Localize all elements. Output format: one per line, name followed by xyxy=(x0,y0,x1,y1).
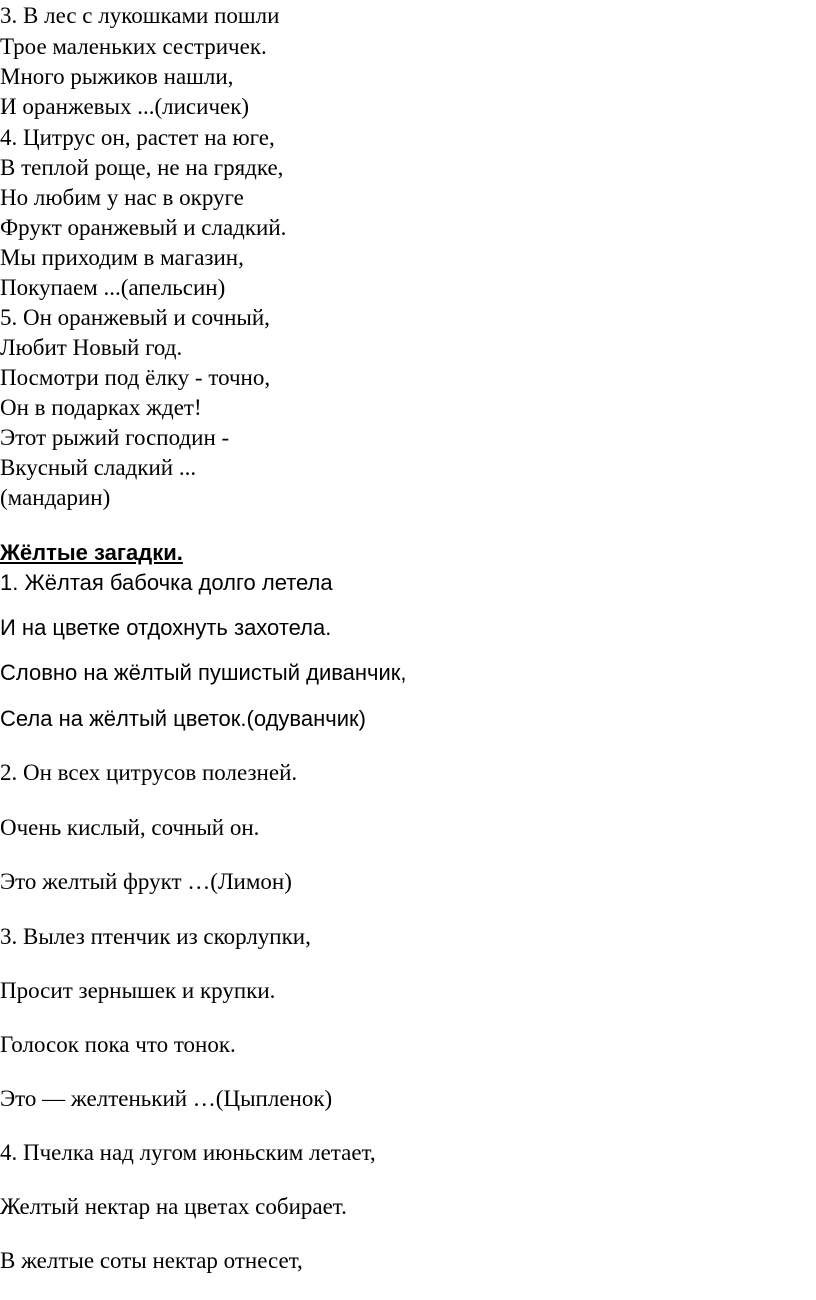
text-line: Много рыжиков нашли, xyxy=(0,64,234,89)
text-line: Мы приходим в магазин, xyxy=(0,245,244,270)
text-line: Это желтый фрукт …(Лимон) xyxy=(0,869,292,894)
text-line: Любит Новый год. xyxy=(0,335,183,360)
text-line: Голосок пока что тонок. xyxy=(0,1032,236,1057)
text-line: 2. Он всех цитрусов полезней. xyxy=(0,760,298,785)
text-line: Но любим у нас в округе xyxy=(0,185,244,210)
text-line: Посмотри под ёлку - точно, xyxy=(0,365,271,390)
text-line: Села на жёлтый цветок.(одуванчик) xyxy=(0,706,366,731)
text-line: Желтый нектар на цветах собирает. xyxy=(0,1194,347,1219)
section-heading: Жёлтые загадки. xyxy=(0,540,183,565)
text-line: Покупаем ...(апельсин) xyxy=(0,275,226,300)
text-line: Вкусный сладкий ... xyxy=(0,455,197,480)
text-line: Этот рыжий господин - xyxy=(0,425,230,450)
text-line: Он в подарках ждет! xyxy=(0,395,202,420)
text-line: 5. Он оранжевый и сочный, xyxy=(0,305,270,330)
text-line: Очень кислый, сочный он. xyxy=(0,815,260,840)
text-line: И оранжевых ...(лисичек) xyxy=(0,94,250,119)
text-line: И на цветке отдохнуть захотела. xyxy=(0,615,332,640)
text-line: 3. В лес с лукошками пошли xyxy=(0,3,280,28)
text-line: Просит зернышек и крупки. xyxy=(0,978,276,1003)
text-line: В теплой роще, не на грядке, xyxy=(0,155,284,180)
text-line: (мандарин) xyxy=(0,485,111,510)
text-line: Это — желтенький …(Цыпленок) xyxy=(0,1086,333,1111)
text-line: Фрукт оранжевый и сладкий. xyxy=(0,215,287,240)
text-line: 4. Пчелка над лугом июньским летает, xyxy=(0,1140,376,1165)
text-line: 4. Цитрус он, растет на юге, xyxy=(0,125,275,150)
text-line: Словно на жёлтый пушистый диванчик, xyxy=(0,660,407,685)
text-line: В желтые соты нектар отнесет, xyxy=(0,1248,303,1273)
text-line: 3. Вылез птенчик из скорлупки, xyxy=(0,924,311,949)
text-line: Трое маленьких сестричек. xyxy=(0,34,267,59)
text-line: 1. Жёлтая бабочка долго летела xyxy=(0,570,333,595)
